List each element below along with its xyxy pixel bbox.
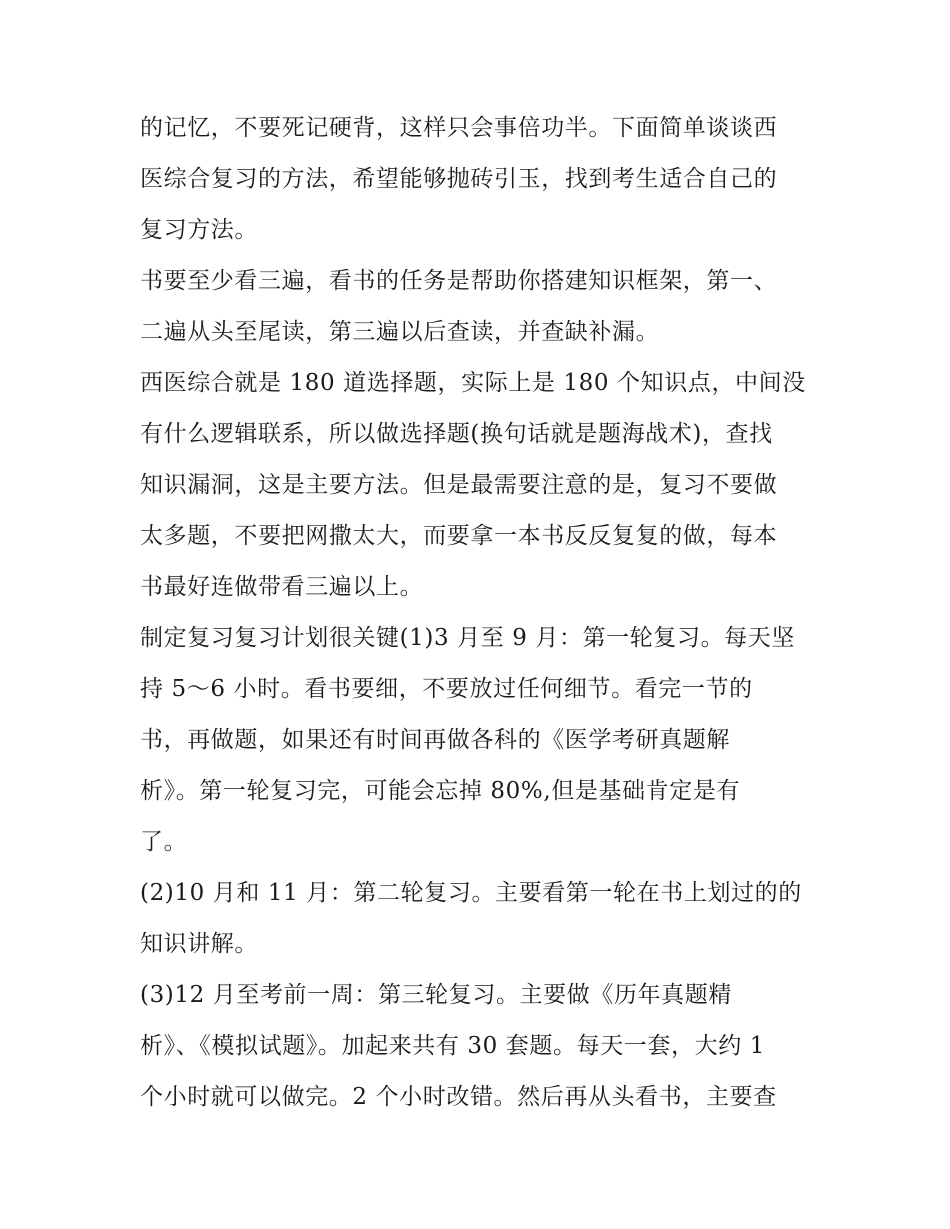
text-line: 太多题，不要把网撒太大，而要拿一本书反反复复的做，每本 xyxy=(140,523,778,549)
text-line: (3)12 月至考前一周：第三轮复习。主要做《历年真题精 xyxy=(140,982,732,1008)
text-line: (2)10 月和 11 月：第二轮复习。主要看第一轮在书上划过的的 xyxy=(140,880,802,906)
text-line: 知识讲解。 xyxy=(140,931,258,957)
text-line: 医综合复习的方法，希望能够抛砖引玉，找到考生适合自己的 xyxy=(140,166,778,192)
text-line: 的记忆，不要死记硬背，这样只会事倍功半。下面简单谈谈西 xyxy=(140,115,778,141)
text-line: 书要至少看三遍，看书的任务是帮助你搭建知识框架，第一、 xyxy=(140,268,778,294)
text-line: 二遍从头至尾读，第三遍以后查读，并查缺补漏。 xyxy=(140,319,660,345)
text-line: 知识漏洞，这是主要方法。但是最需要注意的是，复习不要做 xyxy=(140,472,778,498)
text-line: 制定复习复习计划很关键(1)3 月至 9 月：第一轮复习。每天坚 xyxy=(140,625,795,651)
text-line: 书，再做题，如果还有时间再做各科的《医学考研真题解 xyxy=(140,727,730,753)
text-line: 析》。第一轮复习完，可能会忘掉 80%,但是基础肯定是有 xyxy=(140,778,741,804)
text-line: 书最好连做带看三遍以上。 xyxy=(140,574,424,600)
text-line: 了。 xyxy=(140,829,188,855)
text-line: 持 5～6 小时。看书要细，不要放过任何细节。看完一节的 xyxy=(140,676,753,702)
text-line: 个小时就可以做完。2 个小时改错。然后再从头看书，主要查 xyxy=(140,1084,777,1110)
text-line: 西医综合就是 180 道选择题，实际上是 180 个知识点，中间没 xyxy=(140,370,806,396)
text-line: 有什么逻辑联系，所以做选择题(换句话就是题海战术)，查找 xyxy=(140,421,773,447)
text-line: 析》、《模拟试题》。加起来共有 30 套题。每天一套，大约 1 xyxy=(140,1033,765,1059)
text-line: 复习方法。 xyxy=(140,217,258,243)
